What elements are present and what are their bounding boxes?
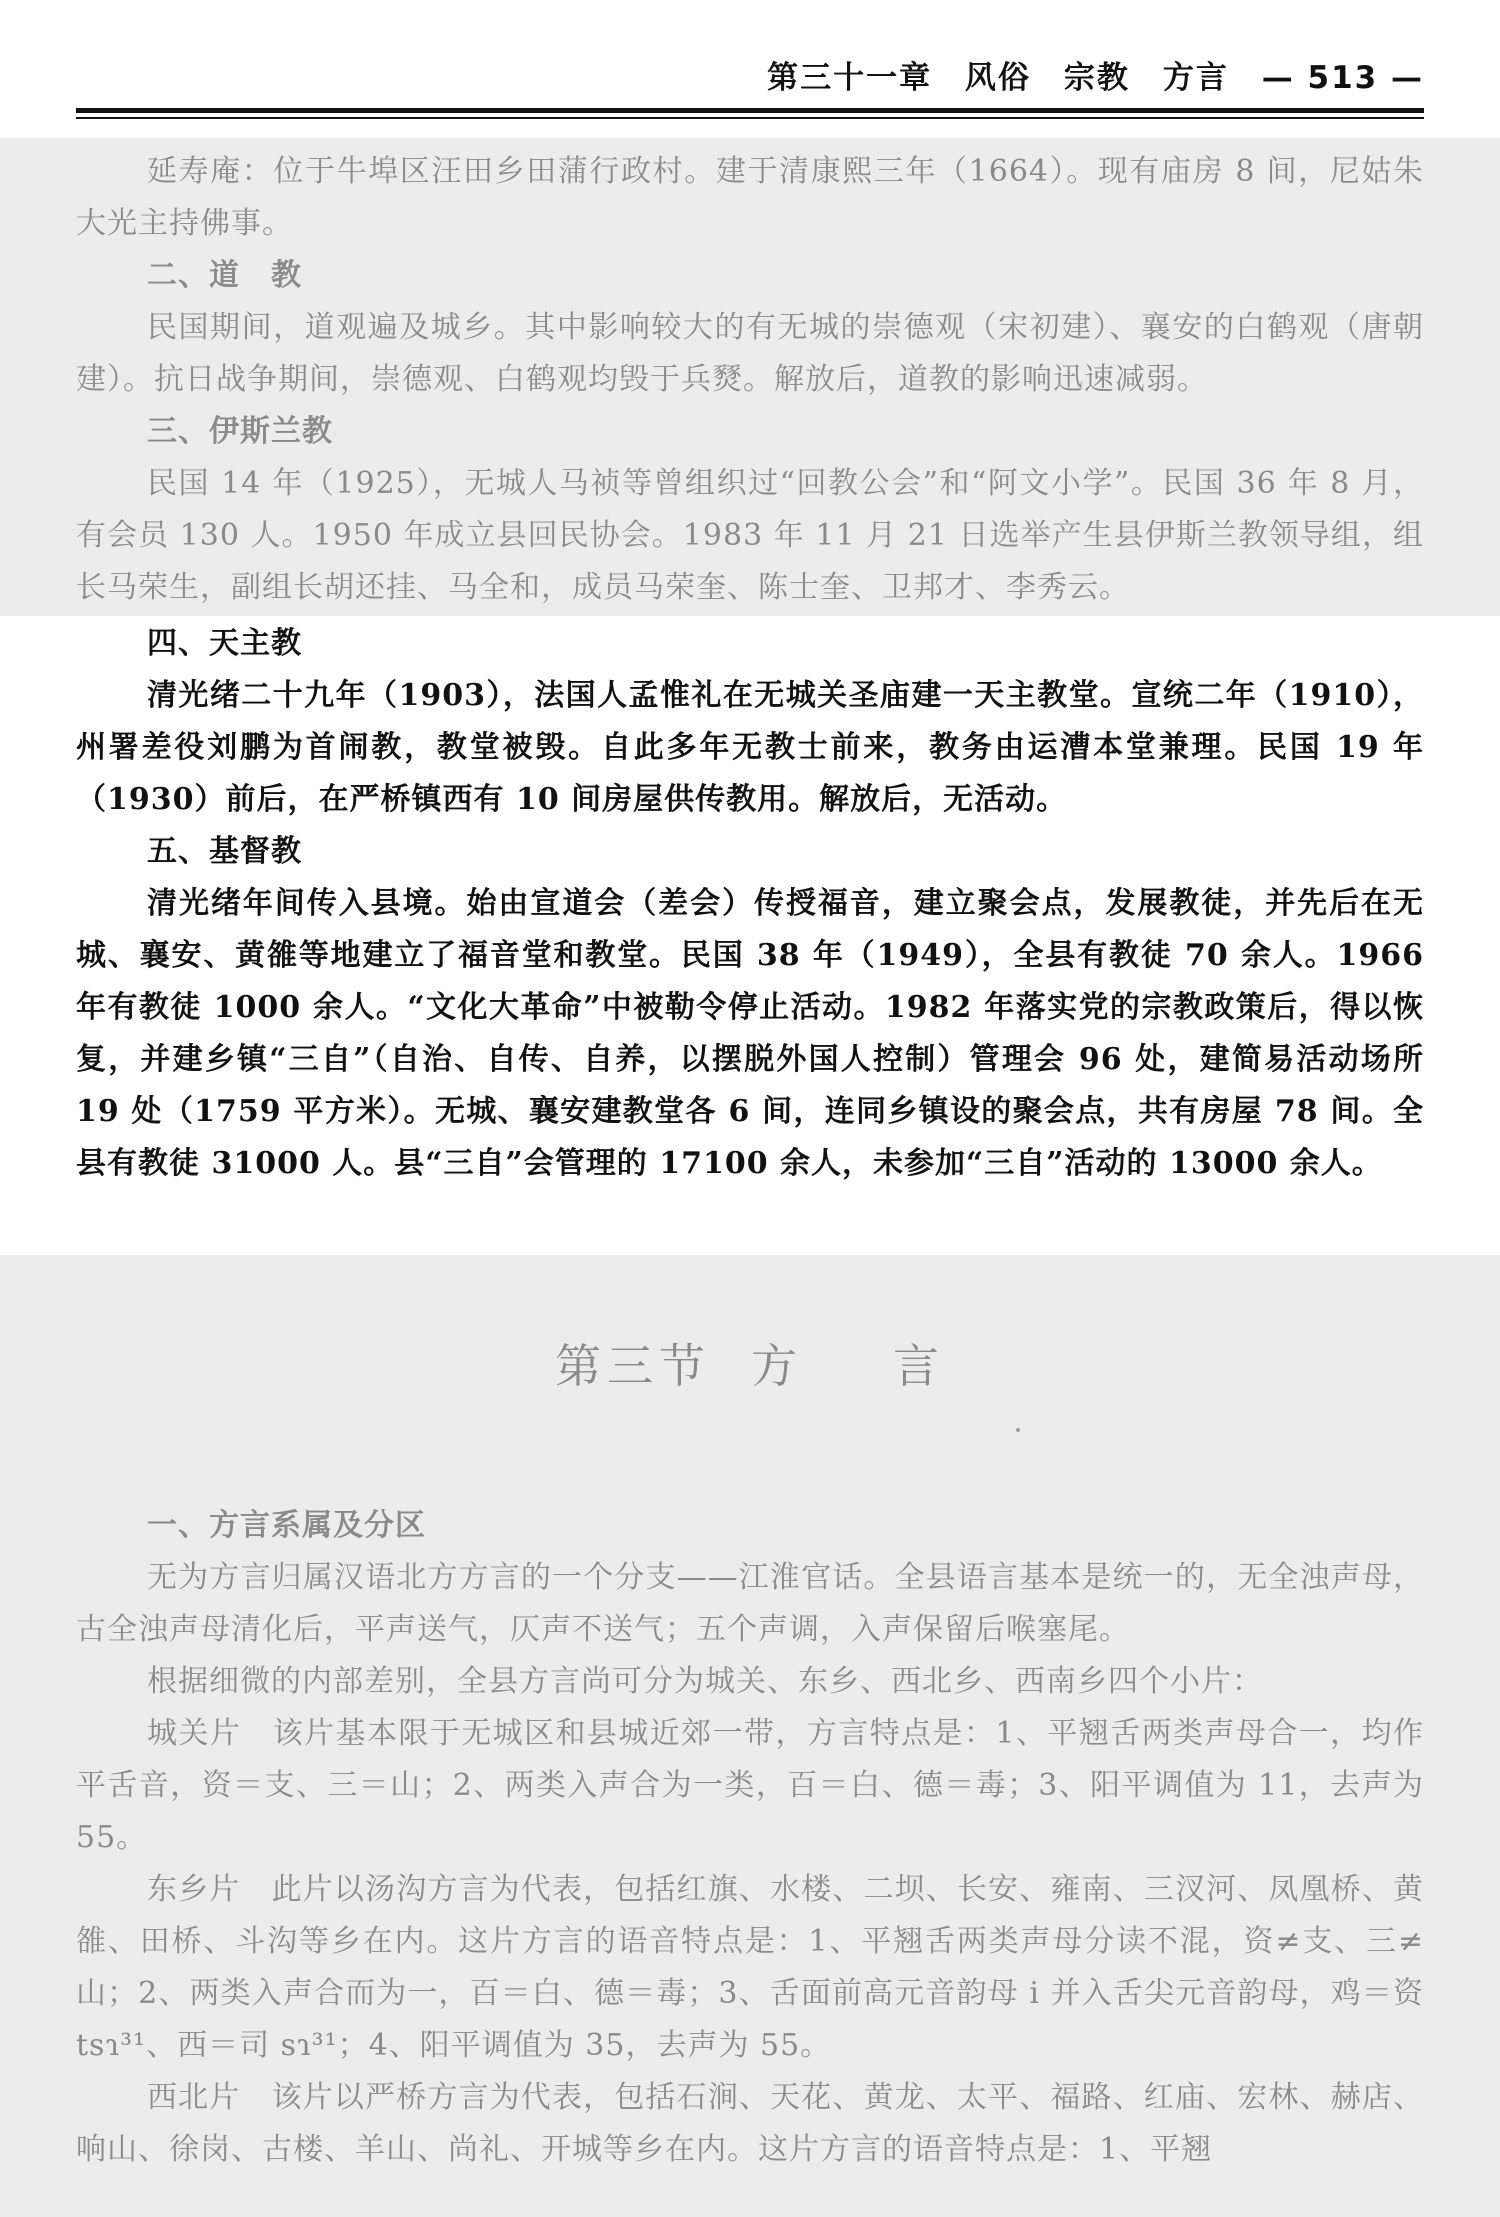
heading-islam: 三、伊斯兰教 [147,414,333,449]
header-rule-thick [76,108,1424,113]
paragraph-taoism: 民国期间，道观遍及城乡。其中影响较大的有无城的崇德观（宋初建）、襄安的白鹤观（唐朝建）。抗日战争期间，崇德观、白鹤观均毁于兵燹。解放后，道教的影响迅速减弱。 [76,310,1424,397]
heading-catholicism: 四、天主教 [147,626,302,661]
heading-christianity: 五、基督教 [147,834,302,869]
section-title [0,1330,1500,1396]
top-text-block [76,146,1424,614]
paragraph-catholicism: 清光绪二十九年（1903），法国人孟惟礼在无城关圣庙建一天主教堂。宣统二年（1910），州署差役刘鹏为首闹教，教堂被毁。自此多年无教士前来，教务由运漕本堂兼理。民国 19 年（1930）前后，在严桥镇西有 10 间房屋供传教用。解放后，无活动。 [76,678,1424,817]
paragraph-dialect-overview: 无为方言归属汉语北方方言的一个分支——江淮官话。全县语言基本是统一的，无全浊声母，古全浊声母清化后，平声送气，仄声不送气；五个声调，入声保留后喉塞尾。 [76,1560,1424,1647]
chapter-topics: 风俗 宗教 方言 [964,60,1229,96]
header-rule-thin [76,117,1424,119]
section-number: 第三节 [555,1339,711,1393]
paragraph-dialect-subareas: 根据细微的内部差别，全县方言尚可分为城关、东乡、西北乡、西南乡四个小片： [147,1664,1263,1699]
page-number: — 513 — [1261,60,1424,96]
heading-dialect-classification: 一、方言系属及分区 [147,1508,426,1543]
paragraph-yanshou-temple: 延寿庵：位于牛埠区汪田乡田蒲行政村。建于清康熙三年（1664）。现有庙房 8 间，尼姑朱大光主持佛事。 [76,154,1424,241]
heading-taoism: 二、道 教 [147,258,302,293]
running-header [76,52,1424,102]
section-title-char-2: 言 [893,1339,945,1393]
section-title-char-1: 方 [751,1339,803,1393]
paragraph-xibei: 西北片 该片以严桥方言为代表，包括石涧、天花、黄龙、太平、福路、红庙、宏林、赫店、响山、徐岗、古楼、羊山、尚礼、开城等乡在内。这片方言的语音特点是：1、平翘 [76,2080,1424,2167]
bottom-text-block [76,1500,1424,2176]
paragraph-chengguan: 城关片 该片基本限于无城区和县城近郊一带，方言特点是：1、平翘舌两类声母合一，均作平舌音，资＝支、三＝山；2、两类入声合为一类，百＝白、德＝毒；3、阳平调值为 11，去声为 55。 [76,1716,1424,1855]
paragraph-christianity: 清光绪年间传入县境。始由宣道会（差会）传授福音，建立聚会点，发展教徒，并先后在无城、襄安、黄雒等地建立了福音堂和教堂。民国 38 年（1949），全县有教徒 70 余人。1966 年有教徒 1000 余人。“文化大革命”中被勒令停止活动。1982 年落实党的宗教政策后，得以恢复，并建乡镇“三自”（自治、自传、自养，以摆脱外国人控制）管理会 96 处，建简易活动场所 19 处（1759 平方米）。无城、襄安建教堂各 6 间，连同乡镇设的聚会点，共有房屋 78 间。全县有教徒 31000 人。县“三自”会管理的 17100 余人，未参加“三自”活动的 13000 余人。 [76,886,1424,1181]
chapter-label: 第三十一章 [767,60,933,96]
paragraph-islam: 民国 14 年（1925），无城人马祯等曾组织过“回教公会”和“阿文小学”。民国 36 年 8 月，有会员 130 人。1950 年成立县回民协会。1983 年 11 月 21 日选举产生县伊斯兰教领导组，组长马荣生，副组长胡还挂、马全和，成员马荣奎、陈士奎、卫邦才、李秀云。 [76,466,1424,605]
paragraph-dongxiang: 东乡片 此片以汤沟方言为代表，包括红旗、水楼、二坝、长安、雍南、三汊河、凤凰桥、黄雒、田桥、斗沟等乡在内。这片方言的语音特点是：1、平翘舌两类声母分读不混，资≠支、三≠山；2、两类入声合而为一，百＝白、德＝毒；3、舌面前高元音韵母 i 并入舌尖元音韵母，鸡＝资 tsɿ³¹、西＝司 sɿ³¹；4、阳平调值为 35，去声为 55。 [76,1872,1424,2063]
speck-mark [1016,1428,1020,1432]
main-text-block [76,618,1424,1190]
